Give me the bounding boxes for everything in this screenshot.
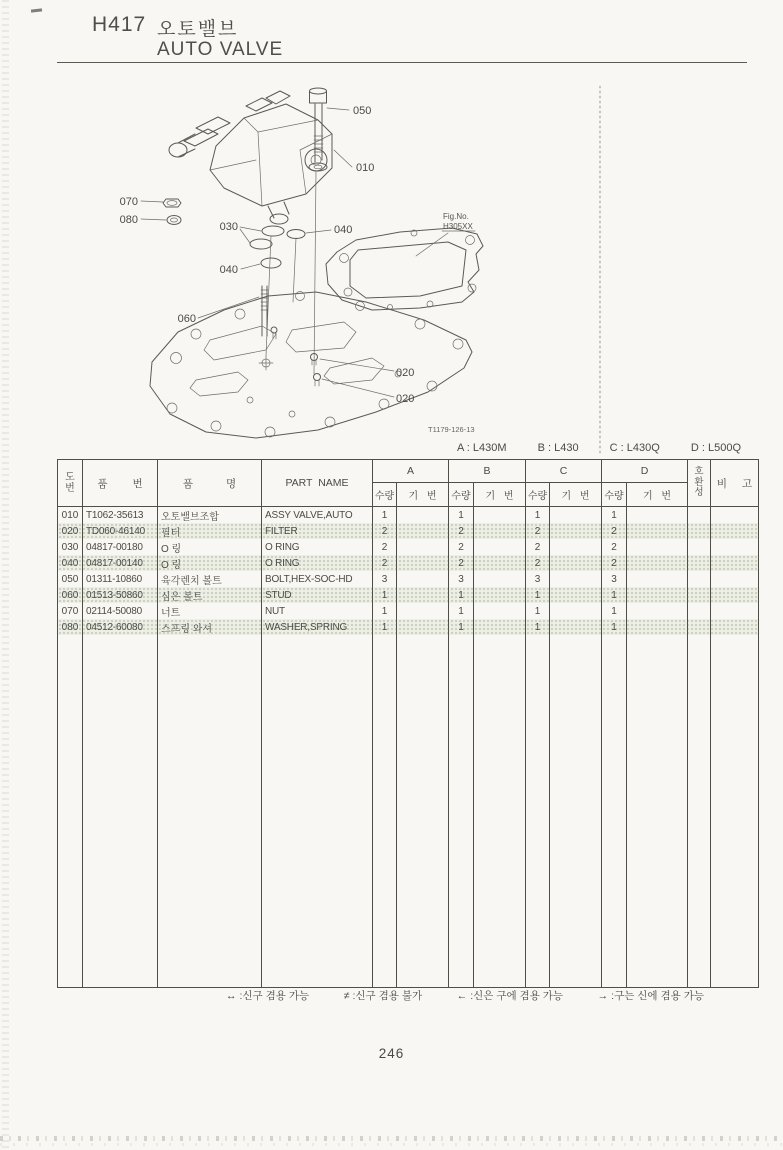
table-cell-s3 bbox=[627, 603, 688, 619]
table-cell-q3: 3 bbox=[602, 571, 627, 587]
table-cell-s2 bbox=[550, 635, 602, 987]
table-cell-s2 bbox=[550, 619, 602, 635]
group-c-serial-header: 기 번 bbox=[561, 491, 590, 502]
table-cell-pn: TD060-46140 bbox=[83, 523, 158, 539]
table-cell-pn: T1062-35613 bbox=[83, 507, 158, 523]
header-fig-no bbox=[58, 460, 83, 506]
group-a-qty-header: 수량 bbox=[373, 483, 397, 506]
table-cell-ko: 심은 볼트 bbox=[158, 587, 262, 603]
table-cell-ko: 필터 bbox=[158, 523, 262, 539]
table-cell-x bbox=[688, 523, 711, 539]
table-row bbox=[58, 523, 758, 539]
callout-label-020-a: 020 bbox=[396, 367, 415, 379]
table-cell-q3 bbox=[602, 635, 627, 987]
legend-text-4: :구는 신에 겸용 가능 bbox=[611, 990, 704, 1002]
page-title-english: AUTO VALVE bbox=[157, 39, 284, 60]
header-remarks: 비 고 bbox=[716, 477, 753, 490]
table-cell-no bbox=[58, 635, 83, 987]
table-cell-s0 bbox=[397, 619, 449, 635]
table-filler-row bbox=[58, 635, 758, 987]
group-b-serial-header: 기 번 bbox=[485, 491, 514, 502]
table-cell-q3: 2 bbox=[602, 555, 627, 571]
table-cell-q1: 2 bbox=[449, 523, 474, 539]
table-cell-q1: 3 bbox=[449, 571, 474, 587]
table-cell-s1 bbox=[474, 619, 526, 635]
model-legend bbox=[457, 442, 741, 454]
table-cell-q3: 1 bbox=[602, 619, 627, 635]
table-cell-no: 030 bbox=[58, 539, 83, 555]
header-group-a bbox=[373, 460, 449, 506]
legend-text-2: :신구 겸용 불가 bbox=[352, 990, 423, 1002]
table-row bbox=[58, 539, 758, 555]
table-cell-s0 bbox=[397, 523, 449, 539]
table-row bbox=[58, 603, 758, 619]
scan-noise-bottom bbox=[0, 1136, 783, 1141]
table-cell-s3 bbox=[627, 571, 688, 587]
table-cell-r bbox=[711, 571, 758, 587]
callout-label-020-b: 020 bbox=[396, 393, 415, 405]
table-cell-pn: 04817-00140 bbox=[83, 555, 158, 571]
o-rings-drawing bbox=[250, 226, 305, 268]
table-cell-r bbox=[711, 619, 758, 635]
table-cell-s0 bbox=[397, 571, 449, 587]
table-cell-r bbox=[711, 507, 758, 523]
nut-washer-drawing bbox=[163, 199, 181, 225]
stud-drawing bbox=[259, 286, 277, 370]
drawing-code: T1179-126-13 bbox=[428, 425, 475, 434]
table-cell-x bbox=[688, 603, 711, 619]
model-d: D : L500Q bbox=[690, 442, 741, 454]
table-cell-r bbox=[711, 555, 758, 571]
legend-text-1: :신구 겸용 가능 bbox=[239, 990, 310, 1002]
table-cell-pn: 01513-50860 bbox=[83, 587, 158, 603]
table-cell-ko: 육각렌치 볼트 bbox=[158, 571, 262, 587]
table-cell-no: 020 bbox=[58, 523, 83, 539]
axis-lines bbox=[266, 171, 316, 374]
table-cell-q0 bbox=[373, 635, 397, 987]
table-cell-pn bbox=[83, 635, 158, 987]
table-row bbox=[58, 507, 758, 523]
model-c: C : L430Q bbox=[609, 442, 660, 454]
legend-item-4 bbox=[598, 988, 704, 1003]
table-cell-s2 bbox=[550, 507, 602, 523]
table-cell-pn: 01311-10860 bbox=[83, 571, 158, 587]
table-cell-q1: 2 bbox=[449, 539, 474, 555]
group-b-qty-header: 수량 bbox=[449, 483, 474, 506]
callout-label-040-right: 040 bbox=[334, 224, 353, 236]
table-cell-pn: 04512-60080 bbox=[83, 619, 158, 635]
table-cell-q1: 2 bbox=[449, 555, 474, 571]
table-cell-s2 bbox=[550, 523, 602, 539]
table-cell-no: 060 bbox=[58, 587, 83, 603]
legend-symbol-left-icon: ← bbox=[456, 989, 468, 1002]
legend-item-1 bbox=[226, 988, 309, 1003]
group-c-label: C bbox=[526, 460, 601, 483]
table-cell-r bbox=[711, 523, 758, 539]
table-cell-q1: 1 bbox=[449, 603, 474, 619]
table-cell-s0 bbox=[397, 603, 449, 619]
compatibility-legend bbox=[226, 988, 704, 1003]
legend-item-3 bbox=[457, 988, 563, 1003]
table-cell-s3 bbox=[627, 619, 688, 635]
table-row bbox=[58, 587, 758, 603]
legend-text-3: :신은 구에 겸용 가능 bbox=[470, 990, 564, 1002]
table-cell-en: ASSY VALVE,AUTO bbox=[262, 507, 373, 523]
table-cell-pn: 02114-50080 bbox=[83, 603, 158, 619]
table-cell-en bbox=[262, 635, 373, 987]
table-cell-s2 bbox=[550, 603, 602, 619]
table-cell-en: O RING bbox=[262, 539, 373, 555]
table-cell-q1: 1 bbox=[449, 587, 474, 603]
table-cell-x bbox=[688, 635, 711, 987]
section-code: H417 bbox=[92, 13, 147, 36]
header-name-ko: 품 명 bbox=[158, 460, 262, 506]
exploded-diagram bbox=[0, 0, 783, 458]
header-group-b bbox=[449, 460, 526, 506]
header-fig-no-text: 도번 bbox=[65, 472, 75, 494]
fig-no-label: Fig.No. bbox=[443, 212, 469, 221]
group-d-label: D bbox=[602, 460, 687, 483]
table-cell-x bbox=[688, 539, 711, 555]
table-cell-q3: 1 bbox=[602, 507, 627, 523]
table-cell-q0: 1 bbox=[373, 619, 397, 635]
callout-label-070: 070 bbox=[119, 196, 138, 208]
table-cell-s2 bbox=[550, 571, 602, 587]
model-b: B : L430 bbox=[537, 442, 579, 454]
table-cell-r bbox=[711, 587, 758, 603]
table-cell-r bbox=[711, 539, 758, 555]
table-header bbox=[58, 460, 758, 507]
table-cell-ko: 오토밸브조합 bbox=[158, 507, 262, 523]
table-cell-ko: 스프링 와셔 bbox=[158, 619, 262, 635]
model-a: A : L430M bbox=[457, 442, 507, 454]
bolt-drawing bbox=[309, 88, 327, 171]
table-cell-s3 bbox=[627, 539, 688, 555]
table-cell-x bbox=[688, 507, 711, 523]
table-cell-q0: 2 bbox=[373, 523, 397, 539]
table-cell-no: 080 bbox=[58, 619, 83, 635]
group-c-qty-header: 수량 bbox=[526, 483, 550, 506]
table-cell-s3 bbox=[627, 507, 688, 523]
table-cell-en: NUT bbox=[262, 603, 373, 619]
table-cell-q2: 1 bbox=[526, 619, 550, 635]
table-cell-s0 bbox=[397, 539, 449, 555]
table-cell-s1 bbox=[474, 555, 526, 571]
table-cell-en: WASHER,SPRING bbox=[262, 619, 373, 635]
table-cell-s2 bbox=[550, 539, 602, 555]
header-compat bbox=[688, 460, 711, 506]
table-cell-s2 bbox=[550, 555, 602, 571]
legend-symbol-neither-icon: ≠ bbox=[343, 989, 350, 1002]
table-cell-s0 bbox=[397, 507, 449, 523]
table-cell-en: BOLT,HEX-SOC-HD bbox=[262, 571, 373, 587]
table-cell-pn: 04817-00180 bbox=[83, 539, 158, 555]
table-cell-q2: 2 bbox=[526, 523, 550, 539]
table-cell-s0 bbox=[397, 587, 449, 603]
table-cell-s1 bbox=[474, 587, 526, 603]
table-cell-q0: 2 bbox=[373, 555, 397, 571]
table-cell-q3: 2 bbox=[602, 539, 627, 555]
table-cell-s0 bbox=[397, 555, 449, 571]
legend-item-2 bbox=[344, 988, 422, 1003]
table-cell-en: STUD bbox=[262, 587, 373, 603]
legend-symbol-both-icon: ↔ bbox=[226, 989, 237, 1002]
header-group-c bbox=[526, 460, 602, 506]
page-number: 246 bbox=[378, 1046, 405, 1061]
callout-label-010: 010 bbox=[356, 162, 375, 174]
page-title-korean: 오토밸브 bbox=[157, 19, 239, 40]
table-cell-q2 bbox=[526, 635, 550, 987]
group-d-qty-header: 수량 bbox=[602, 483, 627, 506]
table-cell-s1 bbox=[474, 523, 526, 539]
table-cell-q0: 3 bbox=[373, 571, 397, 587]
table-cell-s1 bbox=[474, 635, 526, 987]
group-d-serial-header: 기 번 bbox=[642, 491, 672, 502]
parts-table-body bbox=[58, 507, 758, 987]
table-cell-q2: 1 bbox=[526, 507, 550, 523]
table-cell-q0: 2 bbox=[373, 539, 397, 555]
header-compat-text: 호환성 bbox=[694, 466, 704, 499]
table-cell-x bbox=[688, 587, 711, 603]
table-cell-en: O RING bbox=[262, 555, 373, 571]
table-cell-q2: 2 bbox=[526, 555, 550, 571]
callout-label-080: 080 bbox=[119, 214, 138, 226]
table-cell-s1 bbox=[474, 571, 526, 587]
table-row bbox=[58, 555, 758, 571]
table-cell-x bbox=[688, 571, 711, 587]
group-a-label: A bbox=[373, 460, 448, 483]
header-part-no: 품 번 bbox=[83, 460, 158, 506]
table-cell-s3 bbox=[627, 587, 688, 603]
group-a-serial-header: 기 번 bbox=[408, 491, 437, 502]
header-part-name: PART NAME bbox=[262, 460, 373, 506]
table-cell-s3 bbox=[627, 635, 688, 987]
table-cell-ko: O 링 bbox=[158, 539, 262, 555]
table-cell-q2: 2 bbox=[526, 539, 550, 555]
table-cell-s3 bbox=[627, 523, 688, 539]
table-cell-q0: 1 bbox=[373, 587, 397, 603]
table-cell-q3: 2 bbox=[602, 523, 627, 539]
table-cell-no: 010 bbox=[58, 507, 83, 523]
legend-symbol-right-icon: → bbox=[597, 989, 609, 1002]
table-cell-s2 bbox=[550, 587, 602, 603]
table-cell-s1 bbox=[474, 507, 526, 523]
header-group-d bbox=[602, 460, 688, 506]
table-cell-ko bbox=[158, 635, 262, 987]
table-cell-no: 040 bbox=[58, 555, 83, 571]
group-b-label: B bbox=[449, 460, 525, 483]
table-cell-no: 070 bbox=[58, 603, 83, 619]
table-cell-s0 bbox=[397, 635, 449, 987]
table-cell-r bbox=[711, 603, 758, 619]
parts-table bbox=[57, 459, 759, 988]
table-cell-q2: 1 bbox=[526, 587, 550, 603]
valve-assembly-drawing bbox=[169, 91, 332, 224]
table-cell-q1: 1 bbox=[449, 619, 474, 635]
table-cell-q0: 1 bbox=[373, 603, 397, 619]
table-cell-x bbox=[688, 555, 711, 571]
table-cell-q1 bbox=[449, 635, 474, 987]
table-cell-q2: 3 bbox=[526, 571, 550, 587]
table-cell-r bbox=[711, 635, 758, 987]
table-cell-s1 bbox=[474, 603, 526, 619]
table-cell-ko: 너트 bbox=[158, 603, 262, 619]
callout-label-060: 060 bbox=[177, 313, 196, 325]
gasket-drawing bbox=[326, 228, 483, 310]
table-cell-no: 050 bbox=[58, 571, 83, 587]
callout-label-050: 050 bbox=[353, 105, 372, 117]
table-cell-q3: 1 bbox=[602, 603, 627, 619]
table-cell-q1: 1 bbox=[449, 507, 474, 523]
table-cell-en: FILTER bbox=[262, 523, 373, 539]
table-cell-q3: 1 bbox=[602, 587, 627, 603]
scan-noise-bottom-2 bbox=[0, 1143, 783, 1146]
table-row bbox=[58, 571, 758, 587]
table-cell-q2: 1 bbox=[526, 603, 550, 619]
callout-label-040-lower: 040 bbox=[219, 264, 238, 276]
table-cell-s1 bbox=[474, 539, 526, 555]
table-cell-x bbox=[688, 619, 711, 635]
callout-label-030: 030 bbox=[219, 221, 238, 233]
fig-no-value: H305XX bbox=[443, 222, 473, 231]
table-cell-q0: 1 bbox=[373, 507, 397, 523]
case-plate-drawing bbox=[150, 292, 472, 439]
table-cell-ko: O 링 bbox=[158, 555, 262, 571]
table-cell-s3 bbox=[627, 555, 688, 571]
table-row bbox=[58, 619, 758, 635]
